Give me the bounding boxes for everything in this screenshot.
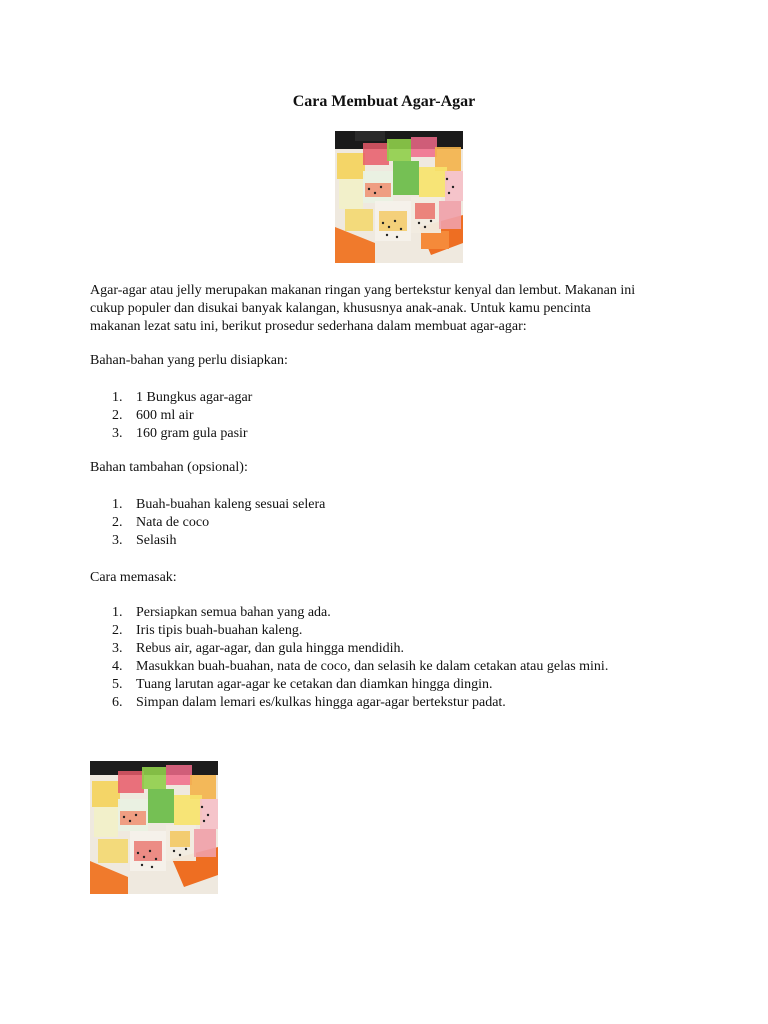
list-item: 3. 160 gram gula pasir	[112, 426, 248, 441]
optional-list	[90, 496, 325, 550]
agar-agar-photo-top	[335, 131, 463, 263]
list-item: 5. Tuang larutan agar-agar ke cetakan dan diamkan hingga dingin.	[112, 677, 493, 692]
ingredients-label: Bahan-bahan yang perlu disiapkan:	[90, 353, 288, 368]
list-item: 2. 600 ml air	[112, 408, 194, 423]
list-item: 1. Buah-buahan kaleng sesuai selera	[112, 497, 326, 512]
list-item: 3. Selasih	[112, 533, 177, 548]
list-item: 2. Iris tipis buah-buahan kaleng.	[112, 623, 303, 638]
intro-line-2: cukup populer dan disukai banyak kalangan, khususnya anak-anak. Untuk kamu pencinta	[90, 301, 591, 316]
list-item: 3. Rebus air, agar-agar, dan gula hingga mendidih.	[112, 641, 405, 656]
list-item: 6. Simpan dalam lemari es/kulkas hingga agar-agar bertekstur padat.	[112, 695, 506, 710]
method-label: Cara memasak:	[90, 570, 177, 585]
agar-agar-photo-bottom	[90, 761, 218, 894]
list-item: 1. 1 Bungkus agar-agar	[112, 390, 253, 405]
intro-line-1: Agar-agar atau jelly merupakan makanan ringan yang bertekstur kenyal dan lembut. Makanan ini	[90, 283, 636, 298]
list-item: 1. Persiapkan semua bahan yang ada.	[112, 605, 331, 620]
page-title: Cara Membuat Agar-Agar	[292, 93, 476, 110]
method-list	[90, 604, 608, 712]
intro-line-3: makanan lezat satu ini, berikut prosedur sederhana dalam membuat agar-agar:	[90, 319, 527, 334]
optional-label: Bahan tambahan (opsional):	[90, 460, 248, 475]
list-item: 2. Nata de coco	[112, 515, 210, 530]
ingredients-list	[90, 389, 252, 443]
intro-paragraph	[90, 282, 690, 336]
list-item: 4. Masukkan buah-buahan, nata de coco, dan selasih ke dalam cetakan atau gelas mini.	[112, 659, 609, 674]
